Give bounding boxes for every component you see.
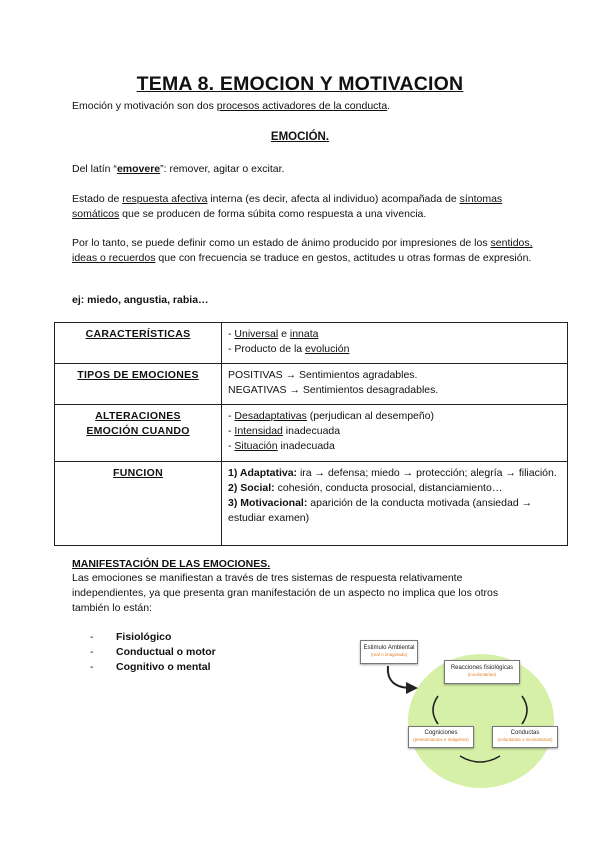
emotion-table <box>54 322 568 546</box>
row-content-alteraciones: - Desadaptativas (perjudican al desempeño) - Intensidad inadecuada - Situación inadecuada <box>222 405 568 462</box>
table-row <box>55 405 568 462</box>
behaviors-box: Conductas (voluntarias o involuntarias) <box>492 726 558 748</box>
manifestation-paragraph: Las emociones se manifiestan a través de tres sistemas de respuesta relativamente independientes, ya que presenta gran manifestación de un aspecto no implica que los otros también lo están: <box>72 572 499 614</box>
row-content-funcion: 1) Adaptativa: ira → defensa; miedo → protección; alegría → filiación. 2) Social: cohesión, conducta prosocial, distanciamiento… 3) Motivacional: aparición de la conducta motivada (ansiedad → estudiar examen) <box>222 462 568 546</box>
arrow-left <box>433 696 438 724</box>
arrow-right <box>522 696 527 724</box>
stimulus-box: Estimulo Ambiental (real o imaginado) <box>360 640 418 664</box>
paragraph-definition: Estado de respuesta afectiva interna (es decir, afecta al individuo) acompañada de síntomas somáticos que se producen de forma súbita como respuesta a una vivencia. <box>72 193 503 220</box>
row-header-caracteristicas: CARACTERÍSTICAS <box>55 323 222 364</box>
table-row <box>55 364 568 405</box>
row-header-funcion: FUNCION <box>55 462 222 546</box>
row-header-alteraciones: ALTERACIONES EMOCIÓN CUANDO <box>55 405 222 462</box>
table-row <box>55 323 568 364</box>
manifestation-heading: MANIFESTACIÓN DE LAS EMOCIONES. <box>72 558 271 570</box>
paragraph-description: Por lo tanto, se puede definir como un estado de ánimo producido por impresiones de los sentidos, ideas o recuerdos que con frecuencia se traduce en gestos, actitudes u otras formas de expresión. <box>72 237 533 264</box>
page-title: TEMA 8. EMOCION Y MOTIVACION <box>136 73 464 95</box>
list-item: - Fisiológico <box>90 630 216 645</box>
cognitions-box: Cogniciones (pensamientos e imágenes) <box>408 726 474 748</box>
table-row <box>55 462 568 546</box>
section-heading-emocion: EMOCIÓN. <box>270 131 330 143</box>
row-content-tipos: POSITIVAS → Sentimientos agradables. NEGATIVAS → Sentimientos desagradables. <box>222 364 568 405</box>
physiological-box: Reacciones fisiológicas (involuntarias) <box>444 660 520 684</box>
paragraph-etymology: Del latín “emovere”: remover, agitar o excitar. <box>72 163 285 175</box>
response-cycle-diagram <box>350 628 580 788</box>
list-item: - Cognitivo o mental <box>90 660 216 675</box>
example-line: ej: miedo, angustia, rabia… <box>72 294 209 306</box>
list-item: - Conductual o motor <box>90 645 216 660</box>
intro-paragraph: Emoción y motivación son dos procesos activadores de la conducta. <box>72 100 391 112</box>
row-content-caracteristicas: - Universal e innata - Producto de la evolución <box>222 323 568 364</box>
response-systems-list <box>90 630 216 675</box>
stimulus-arrow <box>388 666 412 688</box>
row-header-tipos: TIPOS DE EMOCIONES <box>55 364 222 405</box>
arrow-bottom <box>460 756 500 762</box>
